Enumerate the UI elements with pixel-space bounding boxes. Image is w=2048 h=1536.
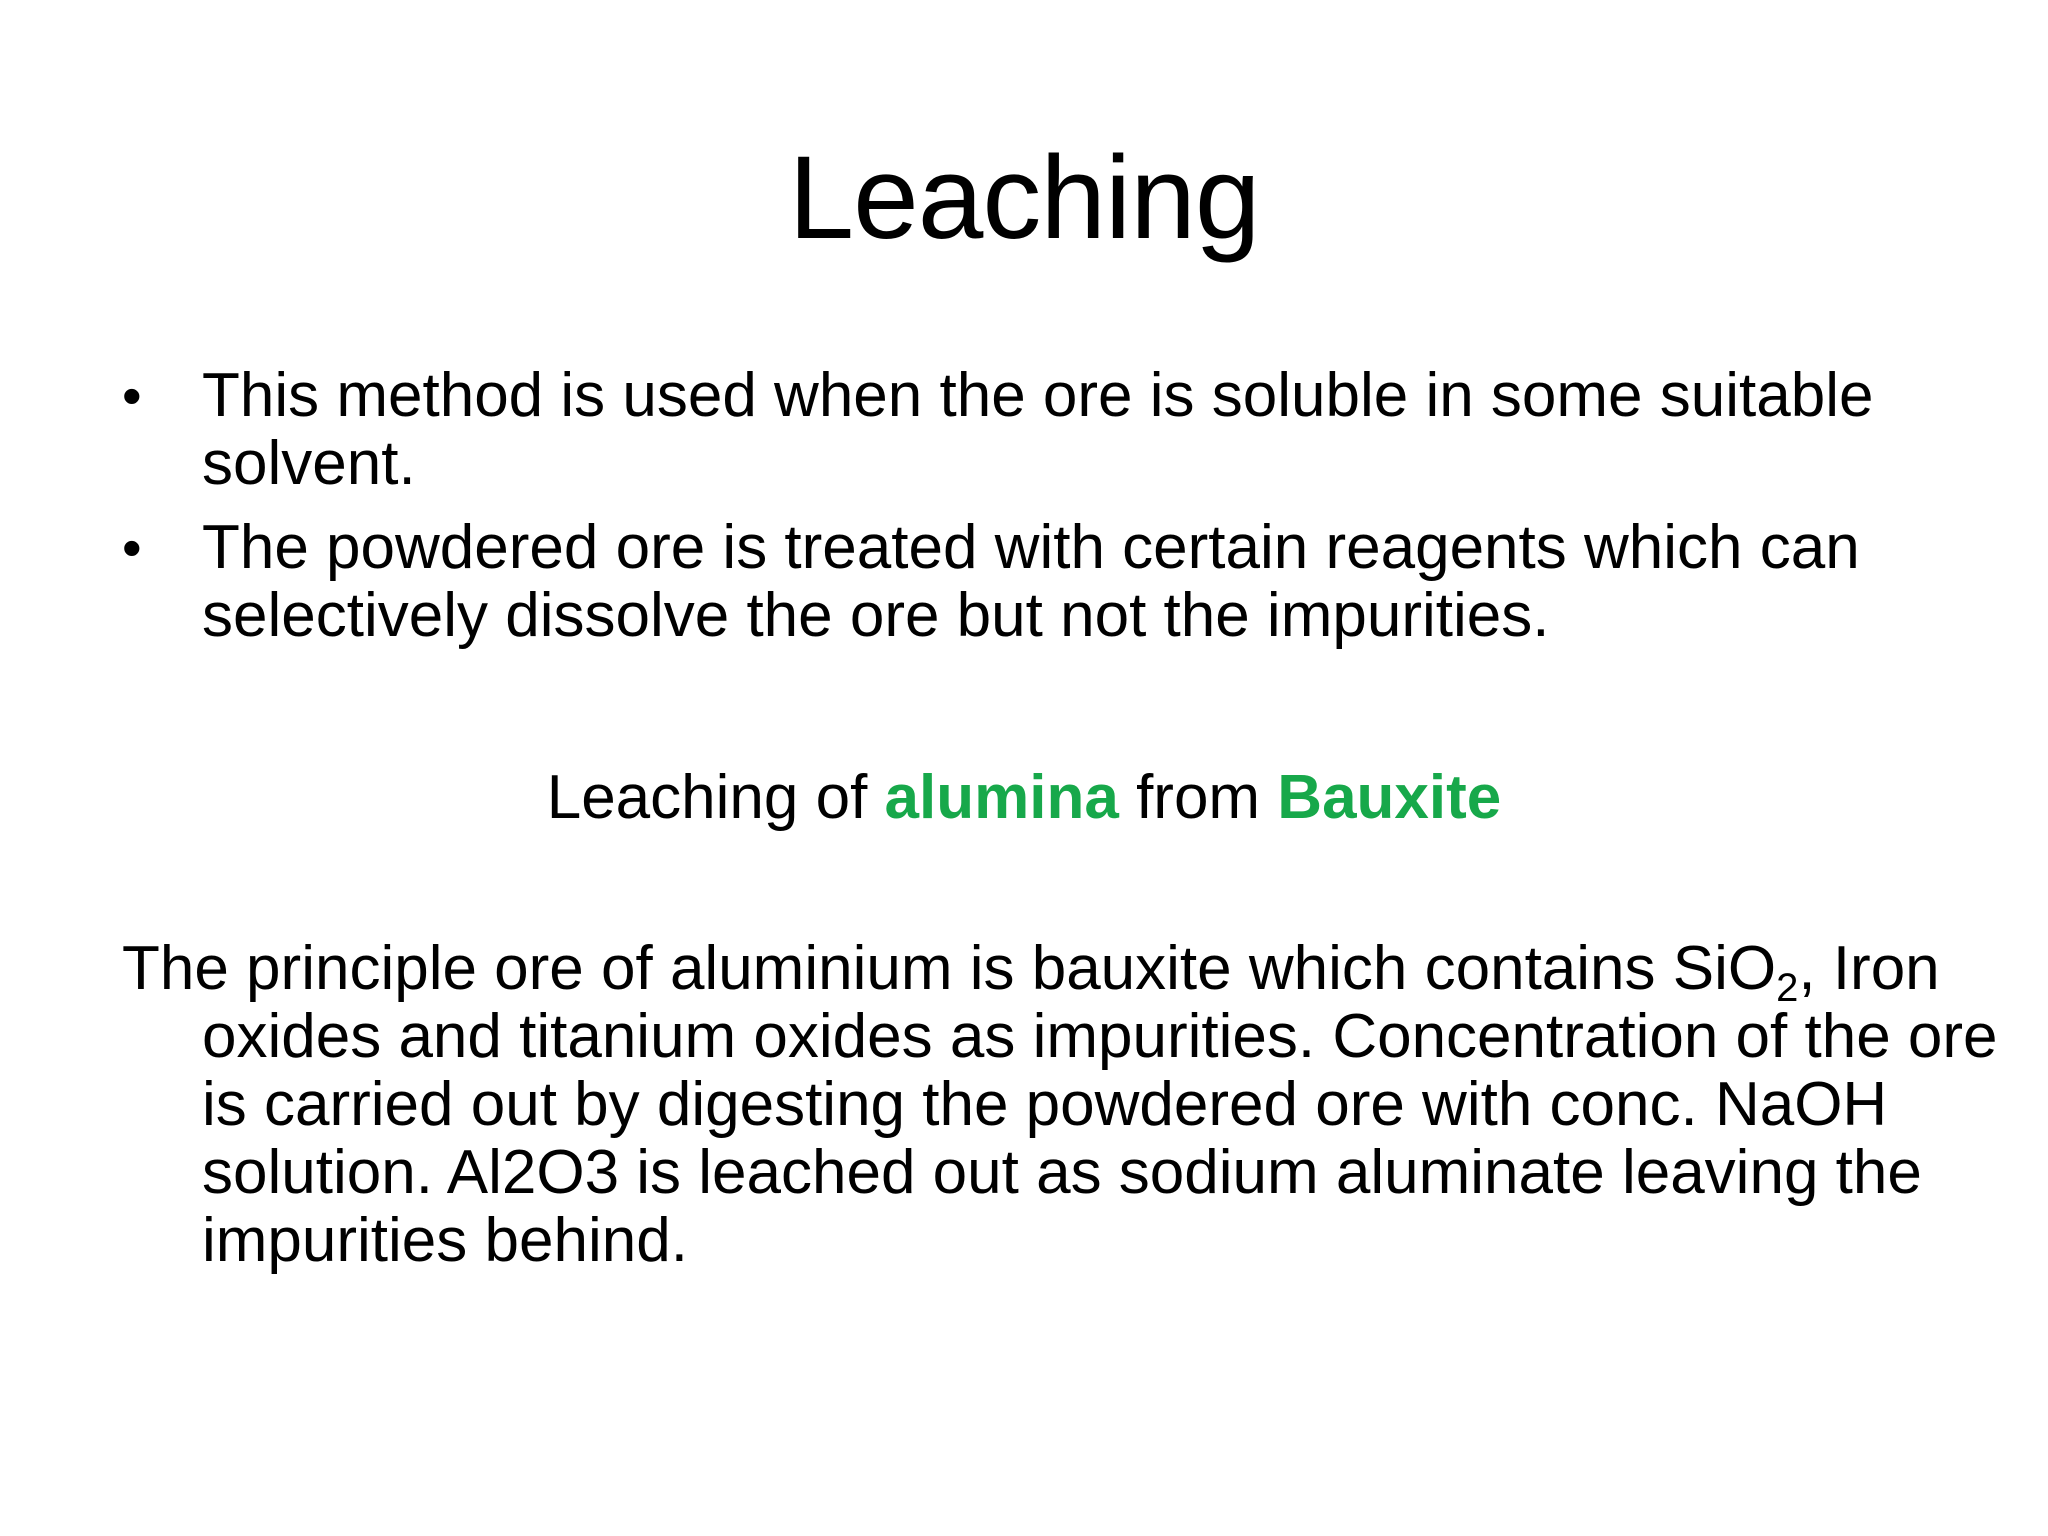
bullet-marker: •: [122, 516, 142, 579]
bullet-marker: •: [122, 364, 142, 427]
bullet-text: This method is used when the ore is soluble in some suitable solvent.: [202, 361, 1874, 498]
bullet-item: [122, 514, 1942, 650]
subheading-highlight-alumina: alumina: [884, 763, 1119, 832]
paragraph-subscript: 2: [1776, 966, 1799, 1010]
bullet-item: [122, 362, 1942, 498]
subheading-text-1: Leaching of: [546, 763, 885, 832]
paragraph-text-end: , Iron oxides and titanium oxides as impurities. Concentration of the ore is carried out by digesting the powdered ore with conc. NaOH solution. Al2O3 is leached out as sodium aluminate leaving the impurities behind.: [202, 934, 1998, 1275]
subheading: [0, 762, 2048, 834]
paragraph-text-start: The principle ore of aluminium is bauxite which contains SiO: [122, 934, 1777, 1003]
slide-title: Leaching: [788, 132, 1260, 264]
body-paragraph: [122, 935, 2042, 1275]
bullet-text: The powdered ore is treated with certain reagents which can selectively dissolve the ore but not the impurities.: [202, 513, 1860, 650]
subheading-highlight-bauxite: Bauxite: [1277, 763, 1502, 832]
subheading-text-2: from: [1118, 763, 1278, 832]
bullet-list: [122, 362, 1942, 666]
